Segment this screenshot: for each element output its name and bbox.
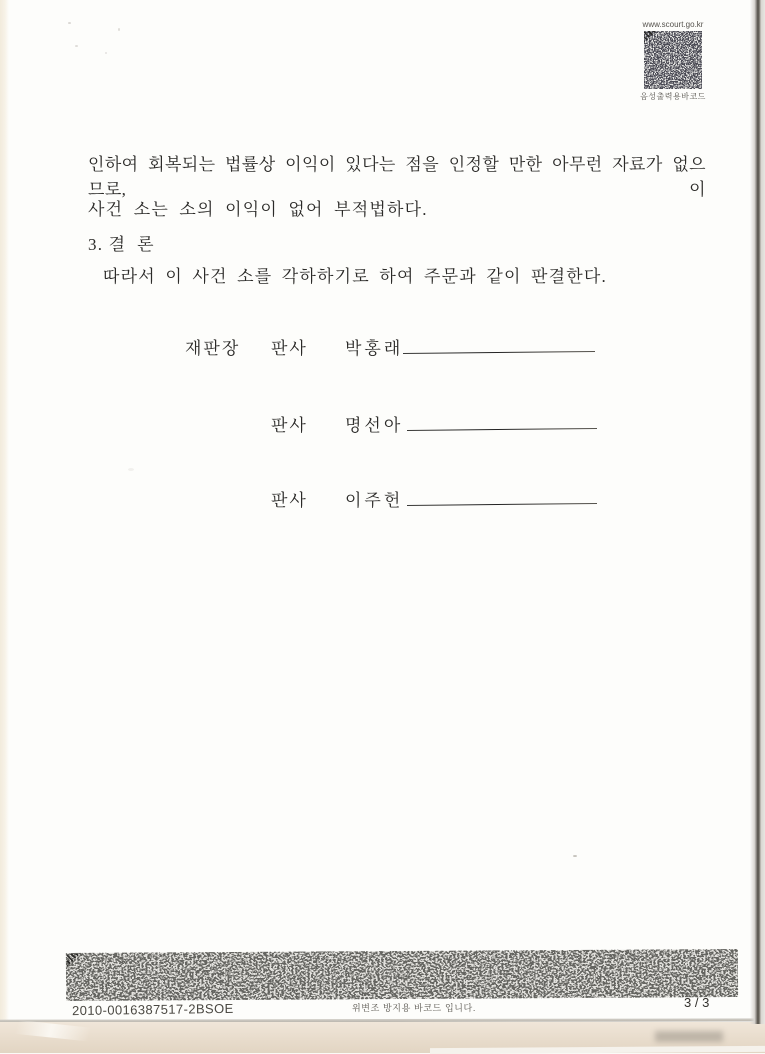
- judge-title-label: 판사: [271, 491, 308, 510]
- body-text-line-1: 인하여 회복되는 법률상 이익이 있다는 점을 인정할 만한 아무런 자료가 없으므로, 이: [88, 155, 706, 199]
- signature-row-judge-3: [185, 486, 600, 510]
- security-barcode: [66, 949, 738, 1001]
- document-number: 2010-0016387517-2BSOE: [71, 1000, 234, 1019]
- signature-line: [407, 428, 597, 431]
- qr-code-noise: [644, 31, 702, 89]
- page-indicator: 3 / 3: [684, 995, 710, 1010]
- barcode-caption: 위변조 방지용 바코드 입니다.: [352, 1003, 476, 1013]
- conclusion-sentence: 따라서 이 사건 소를 각하하기로 하여 주문과 같이 판결한다.: [103, 267, 607, 286]
- section-heading-conclusion: 3. 결 론: [88, 235, 155, 254]
- judge-name: 이주헌: [345, 491, 404, 510]
- court-url-label: www.scourt.go.kr: [642, 20, 704, 29]
- scan-speckle: [68, 22, 71, 24]
- scan-speckle: [573, 855, 577, 857]
- scan-left-edge: [0, 0, 9, 1053]
- signature-line: [407, 503, 597, 506]
- scan-speckle: [75, 45, 78, 47]
- scan-speckle: [105, 52, 107, 54]
- ink-bleed-smudge: [655, 1031, 723, 1042]
- signature-row-presiding-judge: [185, 334, 600, 358]
- judge-name: 박홍래: [345, 339, 404, 358]
- body-text-line-2: 사건 소는 소의 이익이 없어 부적법하다.: [88, 200, 428, 219]
- scan-right-edge: [750, 0, 765, 1024]
- scan-speckle: [128, 468, 134, 471]
- judge-role-label: 재판장: [185, 339, 241, 358]
- judge-title-label: 판사: [271, 416, 308, 435]
- scan-speckle: [118, 28, 120, 31]
- qr-caption: 음성출력용바코드: [640, 92, 706, 101]
- voice-barcode-block: [638, 20, 708, 102]
- security-barcode-noise: [66, 949, 738, 1001]
- judge-title-label: 판사: [271, 339, 308, 358]
- signature-row-judge-2: [185, 411, 600, 435]
- qr-code: [644, 31, 702, 89]
- judge-name: 명선아: [345, 416, 404, 435]
- signature-line: [403, 351, 595, 354]
